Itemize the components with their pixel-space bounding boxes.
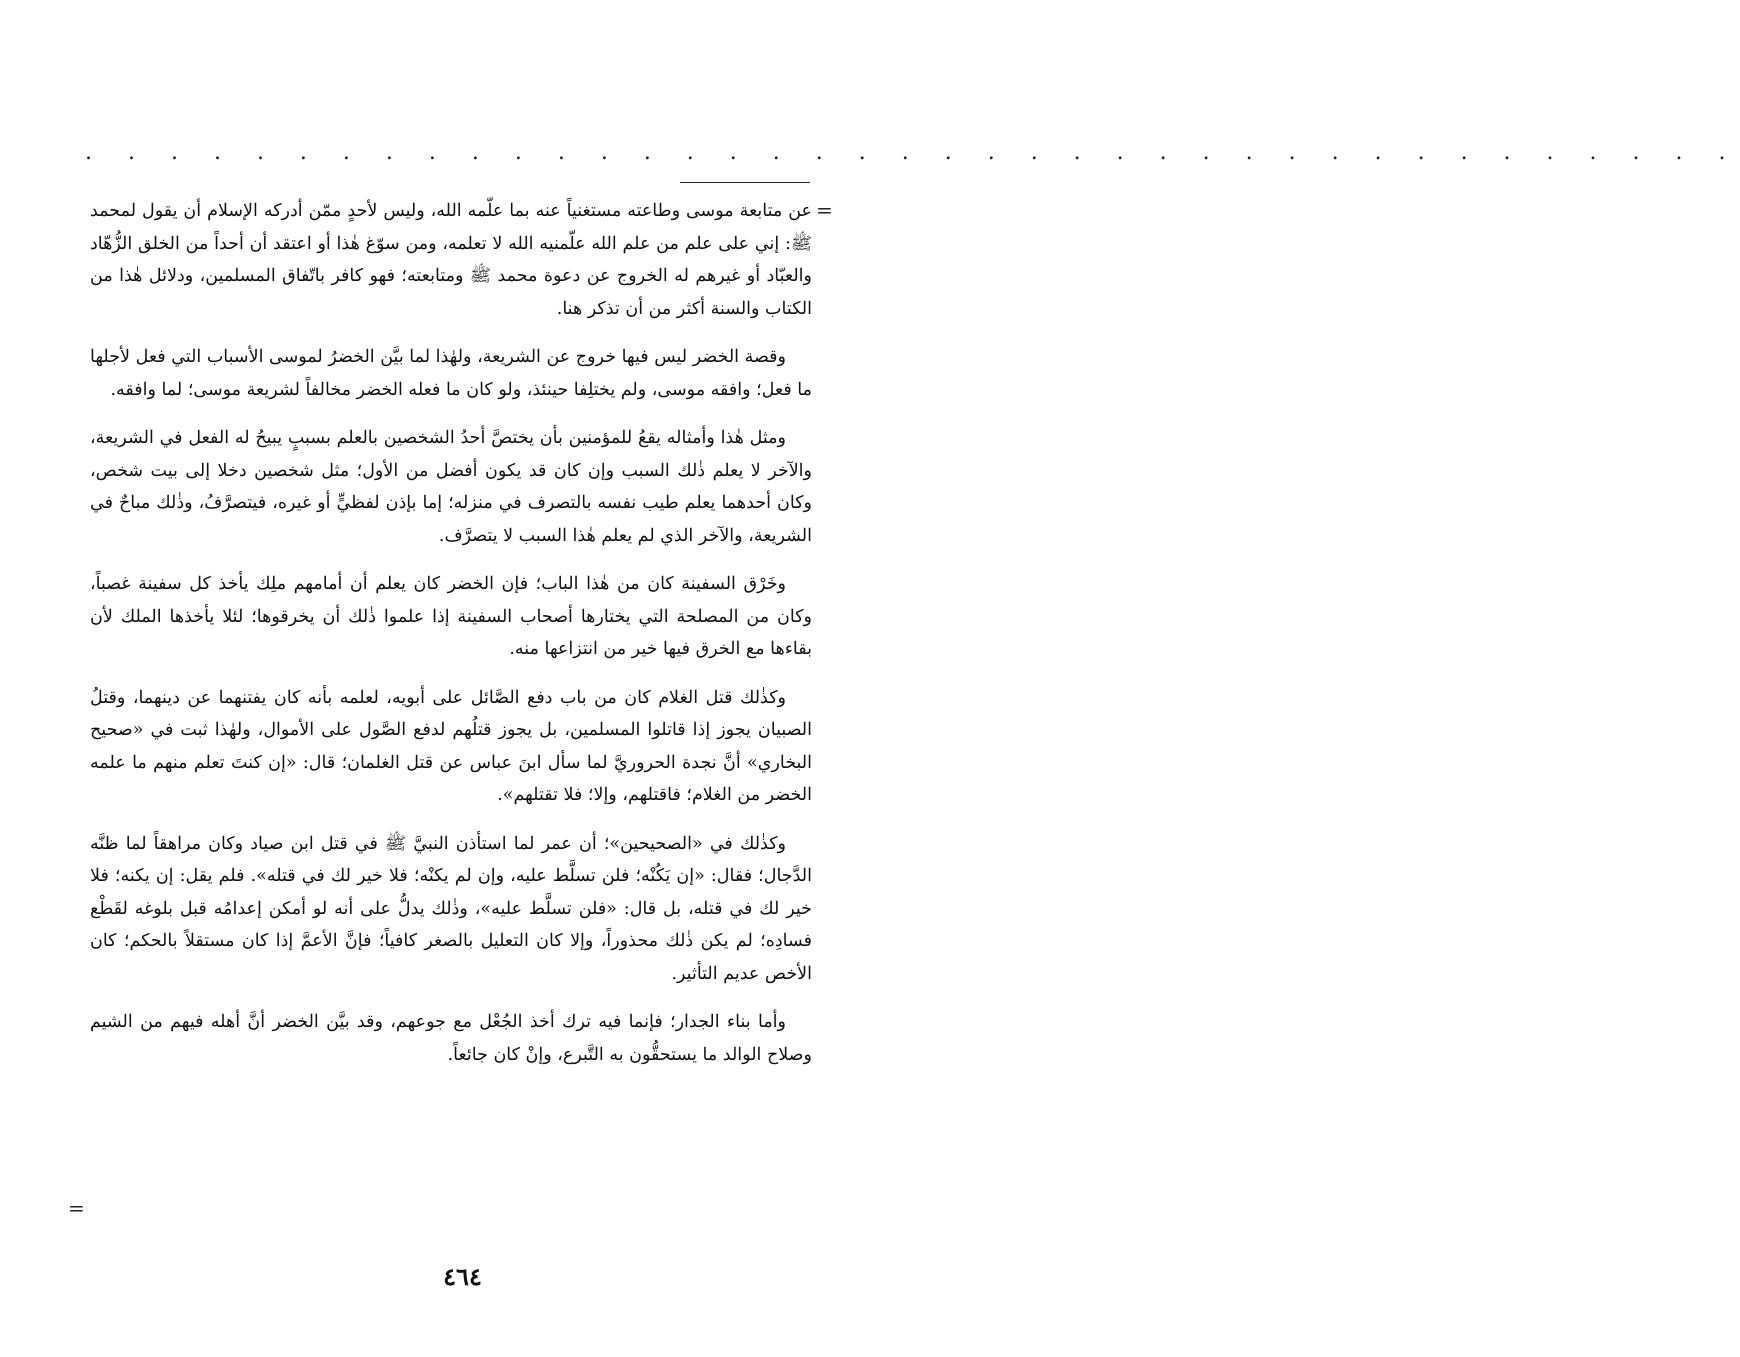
paragraph: وقصة الخضر ليس فيها خروج عن الشريعة، ولهٰذا لما بيَّن الخضرُ لموسى الأسباب التي فعل لأجلها ما فعل؛ وافقه موسى، ولم يختلِفا حينئذ، ولو كان ما فعله الخضر مخالفاً لشريعة موسى؛ لما وافقه. [90,347,812,400]
paragraph: عن متابعة موسى وطاعته مستغنياً عنه بما علّمه الله، وليس لأحدٍ ممّن أدركه الإسلام أن يقول لمحمد ﷺ: إني على علم من علم الله علّمنيه الله لا تعلمه، ومن سوّغ هٰذا أو اعتقد أن أحداً من الخلق الزُّهّاد والعبّاد أو غيرهم له الخروج عن دعوة محمد ﷺ ومتابعته؛ فهو كافر باتّفاق المسلمين، ودلائل هٰذا من الكتاب والسنة أكثر من أن تذكر هنا. [90,201,812,319]
paragraph: ومثل هٰذا وأمثاله يقعُ للمؤمنين بأن يختصَّ أحدُ الشخصين بالعلم بسببٍ يبيحُ له الفعل في الشريعة، والآخر لا يعلم ذٰلك السبب وإن كان قد يكون أفضل من الأول؛ مثل شخصين دخلا إلى بيت شخص، وكان أحدهما يعلم طيب نفسه بالتصرف في منزله؛ إما بإذن لفظيٍّ أو غيره، فيتصرَّفُ، وذٰلك مباحٌ في الشريعة، والآخر الذي لم يعلم هٰذا السبب لا يتصرَّف. [90,428,812,546]
continuation-mark-bottom: = [68,1196,85,1220]
continuation-mark-top: = [816,198,833,222]
paragraph: وكذٰلك في «الصحيحين»؛ أن عمر لما استأذن النبيَّ ﷺ في قتل ابن صياد وكان مراهقاً لما ظنَّه الدَّجال؛ فقال: «إن يَكُنْه؛ فلن تسلَّط عليه، وإن لم يكنْه؛ فلا خير لك في قتله». فلم يقل: إن يكنه؛ فلا خير لك في قتله، بل قال: «فلن تسلَّط عليه»، وذٰلك يدلُّ على أنه لو أمكن إعدامُه قبل بلوغه لقَطْع فسادِه؛ لم يكن ذٰلك محذوراً، وإلا كان التعليل بالصغر كافياً؛ فإنَّ الأعمَّ إذا كان مستقلاً بالحكم؛ كان الأخص عديم التأثير. [90,833,812,984]
paragraph: وأما بناء الجدار؛ فإنما فيه ترك أخذ الجُعْل مع جوعهم، وقد بيَّن الخضر أنَّ أهله فيهم من الشيم وصلاح الوالد ما يستحقُّون به التَّبرع، وإنْ كان جائعاً. [90,1012,812,1065]
paragraph: وخَرْق السفينة كان من هٰذا الباب؛ فإن الخضر كان يعلم أن أمامهم ملِك يأخذ كل سفينة غصباً، وكان من المصلحة التي يختارها أصحاب السفينة إذا علموا ذٰلك أن يخرقوها؛ لئلا يأخذها الملك لأن بقاءها مع الخرق فيها خير من انتزاعها منه. [90,574,812,659]
header-dots: . . . . . . . . . . . . . . . . . . . . . . . . . . . . . . . . . . . . . . . [85,140,1740,165]
footnote-rule [680,182,810,183]
paragraph: وكذٰلك قتل الغلام كان من باب دفع الصَّائل على أبويه، لعلمه بأنه كان يفتنهما عن دينهما، وقتلُ الصبيان يجوز إذا قاتلوا المسلمين، بل يجوز قتلُهم لدفع الصَّول على الأموال، ولهٰذا ثبت في «صحيح البخاري» أنَّ نجدة الحروريَّ لما سأل ابنَ عباس عن قتل الغلمان؛ قال: «إن كنتَ تعلم منهم ما علمه الخضر من الغلام؛ فاقتلهم، وإلا؛ فلا تقتلهم». [90,687,812,805]
page-number: ٤٦٤ [443,1262,482,1291]
footnote-text [90,195,812,1087]
